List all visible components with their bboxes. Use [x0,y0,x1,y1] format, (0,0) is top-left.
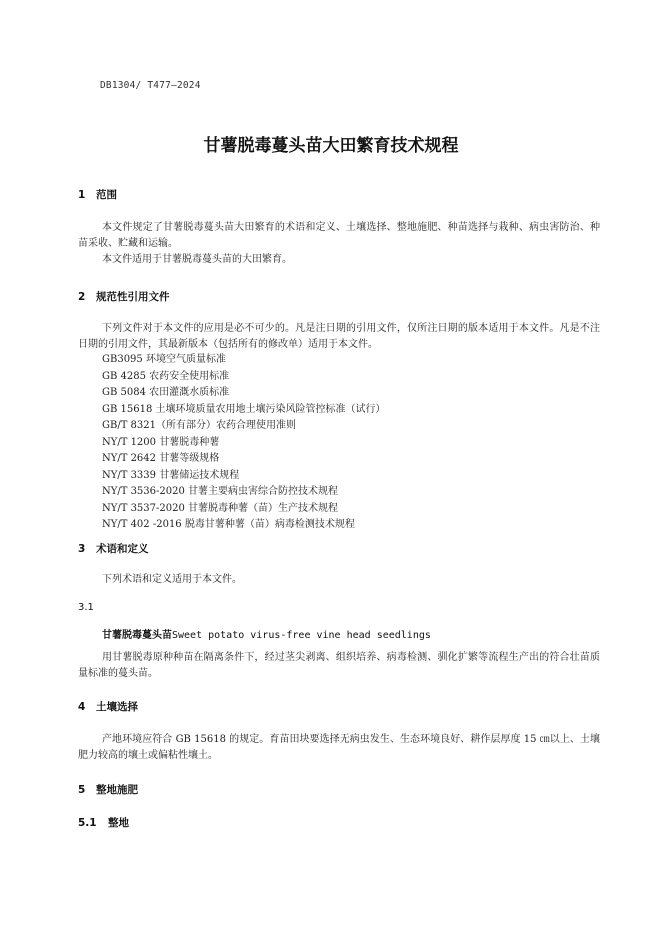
term-chinese: 甘薯脱毒蔓头苗 [102,630,172,641]
normative-references-intro: 下列文件对于本文件的应用是必不可少的。凡是注日期的引用文件，仅所注日期的版本适用于本文件。凡是不注日期的引用文件，其最新版本（包括所有的修改单）适用于本文件。 [78,323,600,350]
section-title: 规范性引用文件 [96,291,170,303]
scope-paragraph-2: 本文件适用于甘薯脱毒蔓头苗的大田繁育。 [102,254,292,265]
section-heading-terms [78,541,149,556]
reference-item: GB 5084 农田灌溉水质标准 [102,387,230,398]
section-heading-normative-references [78,289,170,304]
term-definition: 用甘薯脱毒原种种苗在隔离条件下，经过茎尖剥离、组织培养、病毒检测、驯化扩繁等流程生产出的符合壮苗质量标准的蔓头苗。 [78,652,600,679]
section-number: 5 [78,784,86,796]
reference-item: NY/T 3537-2020 甘薯脱毒种薯（苗）生产技术规程 [102,502,339,514]
reference-item: GB 4285 农药安全使用标准 [102,370,230,382]
section-number: 3 [78,543,86,555]
section-number: 2 [78,291,86,303]
reference-item: GB 15618 土壤环境质量农用地土壤污染风险管控标准（试行） [102,403,386,415]
document-title: 甘薯脱毒蔓头苗大田繁育技术规程 [203,136,459,156]
term-english: Sweet potato virus-free vine head seedlings [172,630,431,641]
standard-code: DB1304/ T477—2024 [100,80,201,91]
subsection-heading-tillage [78,815,129,830]
section-heading-soil [78,699,138,714]
section-number: 4 [78,701,86,713]
subsection-title: 整地 [108,817,129,829]
reference-item: NY/T 1200 甘薯脱毒种薯 [102,436,220,448]
reference-item: NY/T 402 -2016 脱毒甘薯种薯（苗）病毒检测技术规程 [102,519,355,530]
section-title: 术语和定义 [96,543,149,555]
soil-paragraph: 产地环境应符合 GB 15618 的规定。育苗田块要选择无病虫发生、生态环境良好、耕作层厚度 15 ㎝以上、土壤肥力较高的壤土或偏粘性壤土。 [78,734,600,761]
reference-item: GB/T 8321（所有部分）农药合理使用准则 [102,420,297,431]
section-heading-land-prep [78,782,138,797]
subsection-number: 5.1 [78,817,97,829]
section-title: 整地施肥 [96,784,138,796]
section-heading-scope [78,187,117,202]
reference-item: NY/T 3339 甘薯储运技术规程 [102,469,240,481]
scope-paragraph-1: 本文件规定了甘薯脱毒蔓头苗大田繁育的术语和定义、土壤选择、整地施肥、种苗选择与栽种、病虫害防治、种苗采收、贮藏和运输。 [78,222,600,249]
reference-item: GB3095 环境空气质量标准 [102,354,226,365]
term-name [102,626,431,641]
reference-item: NY/T 3536-2020 甘薯主要病虫害综合防控技术规程 [102,486,339,497]
reference-item: NY/T 2642 甘薯等级规格 [102,453,220,464]
reference-list [102,352,386,534]
section-title: 范围 [96,189,117,201]
terms-intro: 下列术语和定义适用于本文件。 [102,574,242,585]
section-title: 土壤选择 [96,701,138,713]
term-number: 3.1 [78,602,94,613]
section-number: 1 [78,189,86,201]
